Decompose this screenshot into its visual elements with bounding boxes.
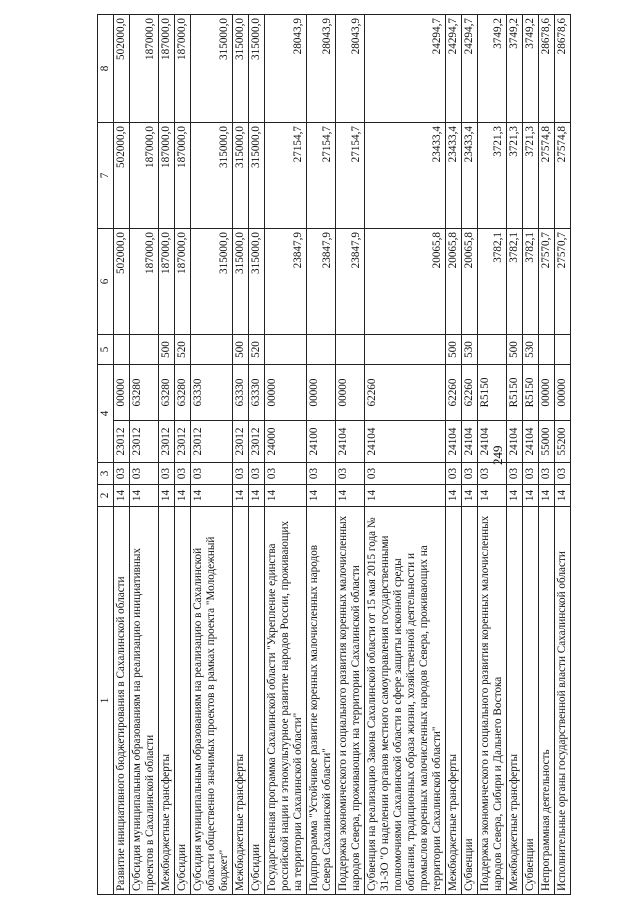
expense-type-code: 520 xyxy=(175,335,191,365)
program-code: 23012 xyxy=(191,421,233,463)
table-row xyxy=(539,15,555,895)
program-code: 23012 xyxy=(249,421,265,463)
subsection-code: 03 xyxy=(507,463,523,485)
program-code: 23012 xyxy=(114,421,130,463)
amount-year-1: 20065,8 xyxy=(446,229,462,335)
page-number: 249 xyxy=(490,445,505,465)
table-row xyxy=(446,15,462,895)
row-name: Субсидии xyxy=(175,507,191,895)
expense-type-code: 530 xyxy=(462,335,478,365)
direction-code: 00000 xyxy=(307,365,336,421)
amount-year-2: 27574,8 xyxy=(555,123,571,229)
direction-code: 00000 xyxy=(265,365,307,421)
table-row xyxy=(555,15,571,895)
direction-code: 00000 xyxy=(539,365,555,421)
row-name: Субвенции xyxy=(523,507,539,895)
expense-type-code: 500 xyxy=(159,335,175,365)
expense-type-code: 500 xyxy=(446,335,462,365)
amount-year-2: 187000,0 xyxy=(159,123,175,229)
table-body xyxy=(114,15,571,895)
subsection-code: 03 xyxy=(191,463,233,485)
subsection-code: 03 xyxy=(175,463,191,485)
header-col-7: 7 xyxy=(98,123,114,229)
direction-code: R5150 xyxy=(523,365,539,421)
section-code: 14 xyxy=(462,485,478,507)
expense-type-code: 520 xyxy=(249,335,265,365)
direction-code: 63330 xyxy=(191,365,233,421)
section-code: 14 xyxy=(539,485,555,507)
row-name: Поддержка экономического и социального развития коренных малочисленных народов Севера, Сибири и Дальнего Востока xyxy=(478,507,507,895)
amount-year-3: 28678,6 xyxy=(539,15,555,123)
amount-year-2: 187000,0 xyxy=(175,123,191,229)
amount-year-3: 24294,7 xyxy=(365,15,446,123)
program-code: 55000 xyxy=(539,421,555,463)
amount-year-3: 28043,9 xyxy=(307,15,336,123)
section-code: 14 xyxy=(265,485,307,507)
table-row xyxy=(265,15,307,895)
amount-year-3: 315000,0 xyxy=(191,15,233,123)
amount-year-3: 28678,6 xyxy=(555,15,571,123)
direction-code: 63330 xyxy=(233,365,249,421)
subsection-code: 03 xyxy=(365,463,446,485)
direction-code: 00000 xyxy=(114,365,130,421)
amount-year-2: 315000,0 xyxy=(191,123,233,229)
row-name: Субсидия муниципальным образованиям на реализацию в Сахалинской области общественно значимых проектов в рамках проекта "Молодежный бюджет" xyxy=(191,507,233,895)
amount-year-3: 24294,7 xyxy=(462,15,478,123)
subsection-code: 03 xyxy=(307,463,336,485)
program-code: 24104 xyxy=(523,421,539,463)
amount-year-3: 502000,0 xyxy=(114,15,130,123)
row-name: Межбюджетные трансферты xyxy=(233,507,249,895)
expense-type-code: 500 xyxy=(507,335,523,365)
amount-year-2: 23433,4 xyxy=(462,123,478,229)
section-code: 14 xyxy=(233,485,249,507)
table-row xyxy=(191,15,233,895)
expense-type-code xyxy=(555,335,571,365)
subsection-code: 03 xyxy=(159,463,175,485)
section-code: 14 xyxy=(130,485,159,507)
section-code: 14 xyxy=(191,485,233,507)
direction-code: 63280 xyxy=(175,365,191,421)
amount-year-2: 23433,4 xyxy=(446,123,462,229)
header-col-6: 6 xyxy=(98,229,114,335)
subsection-code: 03 xyxy=(130,463,159,485)
table-row xyxy=(336,15,365,895)
row-name: Субсидии xyxy=(249,507,265,895)
amount-year-1: 23847,9 xyxy=(307,229,336,335)
amount-year-1: 187000,0 xyxy=(159,229,175,335)
amount-year-3: 3749,2 xyxy=(523,15,539,123)
amount-year-3: 315000,0 xyxy=(233,15,249,123)
amount-year-3: 187000,0 xyxy=(175,15,191,123)
direction-code: 62260 xyxy=(446,365,462,421)
subsection-code: 03 xyxy=(478,463,507,485)
direction-code: 62260 xyxy=(365,365,446,421)
program-code: 24104 xyxy=(446,421,462,463)
expense-type-code: 530 xyxy=(523,335,539,365)
amount-year-1: 20065,8 xyxy=(365,229,446,335)
budget-table xyxy=(97,14,571,895)
program-code: 24000 xyxy=(265,421,307,463)
amount-year-2: 27574,8 xyxy=(539,123,555,229)
direction-code: 63280 xyxy=(159,365,175,421)
row-name: Субсидия муниципальным образованиям на реализацию инициативных проектов в Сахалинской области xyxy=(130,507,159,895)
table-row xyxy=(114,15,130,895)
table-row xyxy=(249,15,265,895)
header-col-3: 3 xyxy=(98,463,114,485)
amount-year-1: 27570,7 xyxy=(539,229,555,335)
table-header-row xyxy=(98,15,114,895)
amount-year-2: 315000,0 xyxy=(233,123,249,229)
subsection-code: 03 xyxy=(539,463,555,485)
table-row xyxy=(507,15,523,895)
subsection-code: 03 xyxy=(336,463,365,485)
section-code: 14 xyxy=(555,485,571,507)
expense-type-code xyxy=(539,335,555,365)
section-code: 14 xyxy=(114,485,130,507)
program-code: 23012 xyxy=(175,421,191,463)
amount-year-1: 3782,1 xyxy=(507,229,523,335)
section-code: 14 xyxy=(175,485,191,507)
table-row xyxy=(523,15,539,895)
amount-year-3: 3749,2 xyxy=(478,15,507,123)
amount-year-1: 27570,7 xyxy=(555,229,571,335)
amount-year-1: 23847,9 xyxy=(336,229,365,335)
subsection-code: 03 xyxy=(446,463,462,485)
amount-year-1: 187000,0 xyxy=(175,229,191,335)
header-col-2: 2 xyxy=(98,485,114,507)
program-code: 24104 xyxy=(478,421,507,463)
table-row xyxy=(307,15,336,895)
header-col-1: 1 xyxy=(98,507,114,895)
header-col-5: 5 xyxy=(98,335,114,365)
amount-year-2: 27154,7 xyxy=(265,123,307,229)
amount-year-1: 3782,1 xyxy=(478,229,507,335)
table-row xyxy=(365,15,446,895)
direction-code: 63280 xyxy=(130,365,159,421)
amount-year-1: 23847,9 xyxy=(265,229,307,335)
amount-year-1: 315000,0 xyxy=(233,229,249,335)
amount-year-2: 3721,3 xyxy=(478,123,507,229)
program-code: 24104 xyxy=(365,421,446,463)
amount-year-2: 3721,3 xyxy=(523,123,539,229)
amount-year-3: 28043,9 xyxy=(265,15,307,123)
amount-year-3: 187000,0 xyxy=(130,15,159,123)
subsection-code: 03 xyxy=(114,463,130,485)
amount-year-2: 27154,7 xyxy=(307,123,336,229)
amount-year-2: 502000,0 xyxy=(114,123,130,229)
amount-year-3: 3749,2 xyxy=(507,15,523,123)
program-code: 23012 xyxy=(130,421,159,463)
section-code: 14 xyxy=(336,485,365,507)
amount-year-3: 315000,0 xyxy=(249,15,265,123)
direction-code: 00000 xyxy=(555,365,571,421)
amount-year-2: 23433,4 xyxy=(365,123,446,229)
section-code: 14 xyxy=(446,485,462,507)
amount-year-1: 502000,0 xyxy=(114,229,130,335)
section-code: 14 xyxy=(478,485,507,507)
program-code: 23012 xyxy=(233,421,249,463)
expense-type-code xyxy=(478,335,507,365)
expense-type-code xyxy=(114,335,130,365)
amount-year-1: 315000,0 xyxy=(191,229,233,335)
direction-code: 63330 xyxy=(249,365,265,421)
amount-year-1: 315000,0 xyxy=(249,229,265,335)
table-row xyxy=(175,15,191,895)
expense-type-code xyxy=(265,335,307,365)
amount-year-1: 187000,0 xyxy=(130,229,159,335)
row-name: Непрограммная деятельность xyxy=(539,507,555,895)
program-code: 23012 xyxy=(159,421,175,463)
subsection-code: 03 xyxy=(462,463,478,485)
row-name: Межбюджетные трансферты xyxy=(446,507,462,895)
amount-year-2: 3721,3 xyxy=(507,123,523,229)
program-code: 24104 xyxy=(336,421,365,463)
row-name: Межбюджетные трансферты xyxy=(159,507,175,895)
section-code: 14 xyxy=(307,485,336,507)
program-code: 24104 xyxy=(507,421,523,463)
amount-year-2: 315000,0 xyxy=(249,123,265,229)
amount-year-2: 187000,0 xyxy=(130,123,159,229)
amount-year-3: 187000,0 xyxy=(159,15,175,123)
direction-code: R5150 xyxy=(478,365,507,421)
header-col-4: 4 xyxy=(98,365,114,463)
header-col-8: 8 xyxy=(98,15,114,123)
section-code: 14 xyxy=(507,485,523,507)
expense-type-code xyxy=(365,335,446,365)
expense-type-code xyxy=(191,335,233,365)
amount-year-1: 3782,1 xyxy=(523,229,539,335)
row-name: Субвенции xyxy=(462,507,478,895)
expense-type-code xyxy=(336,335,365,365)
subsection-code: 03 xyxy=(233,463,249,485)
program-code: 24104 xyxy=(462,421,478,463)
direction-code: R5150 xyxy=(507,365,523,421)
subsection-code: 03 xyxy=(265,463,307,485)
table-row xyxy=(159,15,175,895)
amount-year-1: 20065,8 xyxy=(462,229,478,335)
expense-type-code xyxy=(130,335,159,365)
direction-code: 00000 xyxy=(336,365,365,421)
program-code: 24100 xyxy=(307,421,336,463)
amount-year-2: 27154,7 xyxy=(336,123,365,229)
row-name: Государственная программа Сахалинской области "Укрепление единства российской нации и этнокультурное развитие народов России, проживающих на территории Сахалинской области" xyxy=(265,507,307,895)
row-name: Развитие инициативного бюджетирования в Сахалинской области xyxy=(114,507,130,895)
section-code: 14 xyxy=(249,485,265,507)
section-code: 14 xyxy=(159,485,175,507)
row-name: Субвенция на реализацию Закона Сахалинской области от 15 мая 2015 года № 31-ЗО "О наделении органов местного самоуправления государственными полномочиями Сахалинской области в сфере защиты исконной среды обитания, традиционных образа жизни, хозяйственной деятельности и промыслов коренных малочисленных народов Севера, проживающих на территории Сахалинской области" xyxy=(365,507,446,895)
row-name: Межбюджетные трансферты xyxy=(507,507,523,895)
expense-type-code xyxy=(307,335,336,365)
section-code: 14 xyxy=(365,485,446,507)
table-row xyxy=(462,15,478,895)
table-row xyxy=(478,15,507,895)
subsection-code: 03 xyxy=(555,463,571,485)
direction-code: 62260 xyxy=(462,365,478,421)
subsection-code: 03 xyxy=(523,463,539,485)
amount-year-3: 28043,9 xyxy=(336,15,365,123)
amount-year-3: 24294,7 xyxy=(446,15,462,123)
subsection-code: 03 xyxy=(249,463,265,485)
program-code: 55200 xyxy=(555,421,571,463)
row-name: Исполнительные органы государственной власти Сахалинской области xyxy=(555,507,571,895)
row-name: Поддержка экономического и социального развития коренных малочисленных народов Севера, проживающих на территории Сахалинской области xyxy=(336,507,365,895)
table-row xyxy=(233,15,249,895)
expense-type-code: 500 xyxy=(233,335,249,365)
row-name: Подпрограмма "Устойчивое развитие коренных малочисленных народов Севера Сахалинской области" xyxy=(307,507,336,895)
section-code: 14 xyxy=(523,485,539,507)
table-row xyxy=(130,15,159,895)
